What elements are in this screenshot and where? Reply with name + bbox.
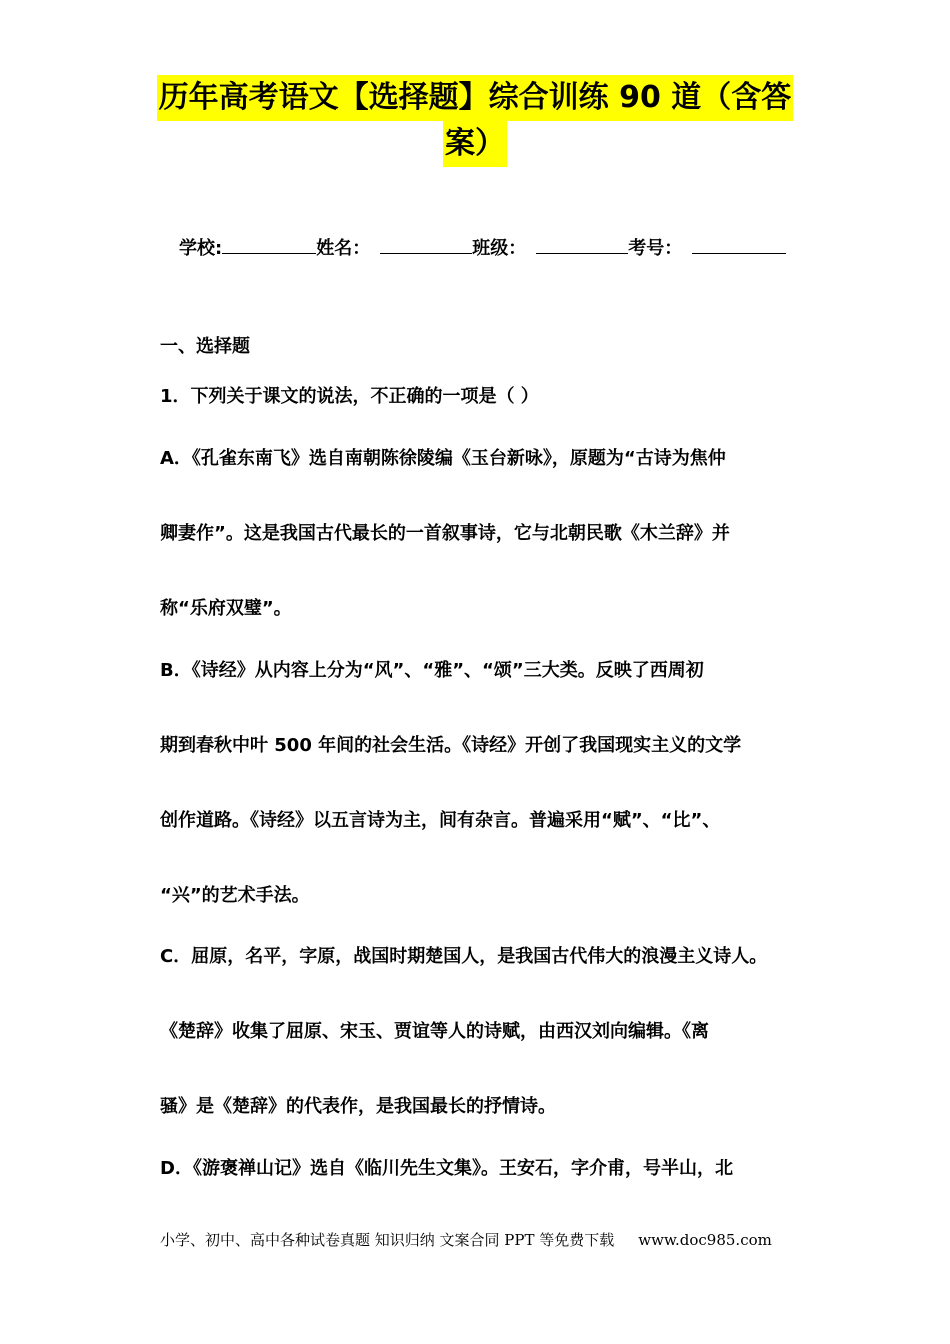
option-b-line-1: B．《诗经》从内容上分为“风”、“雅”、“颂”三大类。反映了西周初 bbox=[160, 660, 704, 681]
option-c-line-1: C．屈原，名平，字原，战国时期楚国人，是我国古代伟大的浪漫主义诗人。 bbox=[160, 946, 768, 967]
option-b-line-3: 创作道路。《诗经》以五言诗为主，间有杂言。普遍采用“赋”、“比”、 bbox=[160, 810, 721, 831]
option-b-line-4: “兴”的艺术手法。 bbox=[160, 885, 310, 906]
option-a-line-3: 称“乐府双璧”。 bbox=[160, 598, 292, 619]
title-line-1: 历年高考语文【选择题】综合训练 90 道（含答 bbox=[157, 75, 794, 121]
option-c-line-2: 《楚辞》收集了屈原、宋玉、贾谊等人的诗赋，由西汉刘向编辑。《离 bbox=[160, 1021, 709, 1042]
name-blank[interactable] bbox=[380, 235, 472, 254]
number-blank[interactable] bbox=[692, 235, 786, 254]
option-a-line-2: 卿妻作”。这是我国古代最长的一首叙事诗，它与北朝民歌《木兰辞》并 bbox=[160, 523, 730, 544]
number-label: 考号： bbox=[628, 238, 683, 259]
title-line-2: 案） bbox=[443, 121, 507, 167]
section-heading: 一、选择题 bbox=[160, 336, 250, 357]
question-1-stem: 1．下列关于课文的说法，不正确的一项是（ ） bbox=[160, 386, 539, 407]
name-label: 姓名： bbox=[316, 238, 371, 259]
option-b-line-2: 期到春秋中叶 500 年间的社会生活。《诗经》开创了我国现实主义的文学 bbox=[160, 735, 742, 756]
option-c-line-3: 骚》是《楚辞》的代表作，是我国最长的抒情诗。 bbox=[160, 1096, 556, 1117]
option-d-line-1: D．《游褒禅山记》选自《临川先生文集》。王安石，字介甫，号半山，北 bbox=[160, 1158, 733, 1179]
school-blank[interactable] bbox=[222, 235, 316, 254]
class-blank[interactable] bbox=[536, 235, 628, 254]
page-footer bbox=[160, 1228, 772, 1252]
class-label: 班级： bbox=[472, 238, 527, 259]
school-label: 学校: bbox=[179, 238, 223, 259]
footer-text: 小学、初中、高中各种试卷真题 知识归纳 文案合同 PPT 等免费下载 bbox=[160, 1231, 615, 1249]
document-title bbox=[0, 75, 950, 167]
footer-url[interactable]: www.doc985.com bbox=[638, 1231, 772, 1249]
student-info-row bbox=[179, 235, 786, 262]
option-a-line-1: A．《孔雀东南飞》选自南朝陈徐陵编《玉台新咏》，原题为“古诗为焦仲 bbox=[160, 448, 726, 469]
